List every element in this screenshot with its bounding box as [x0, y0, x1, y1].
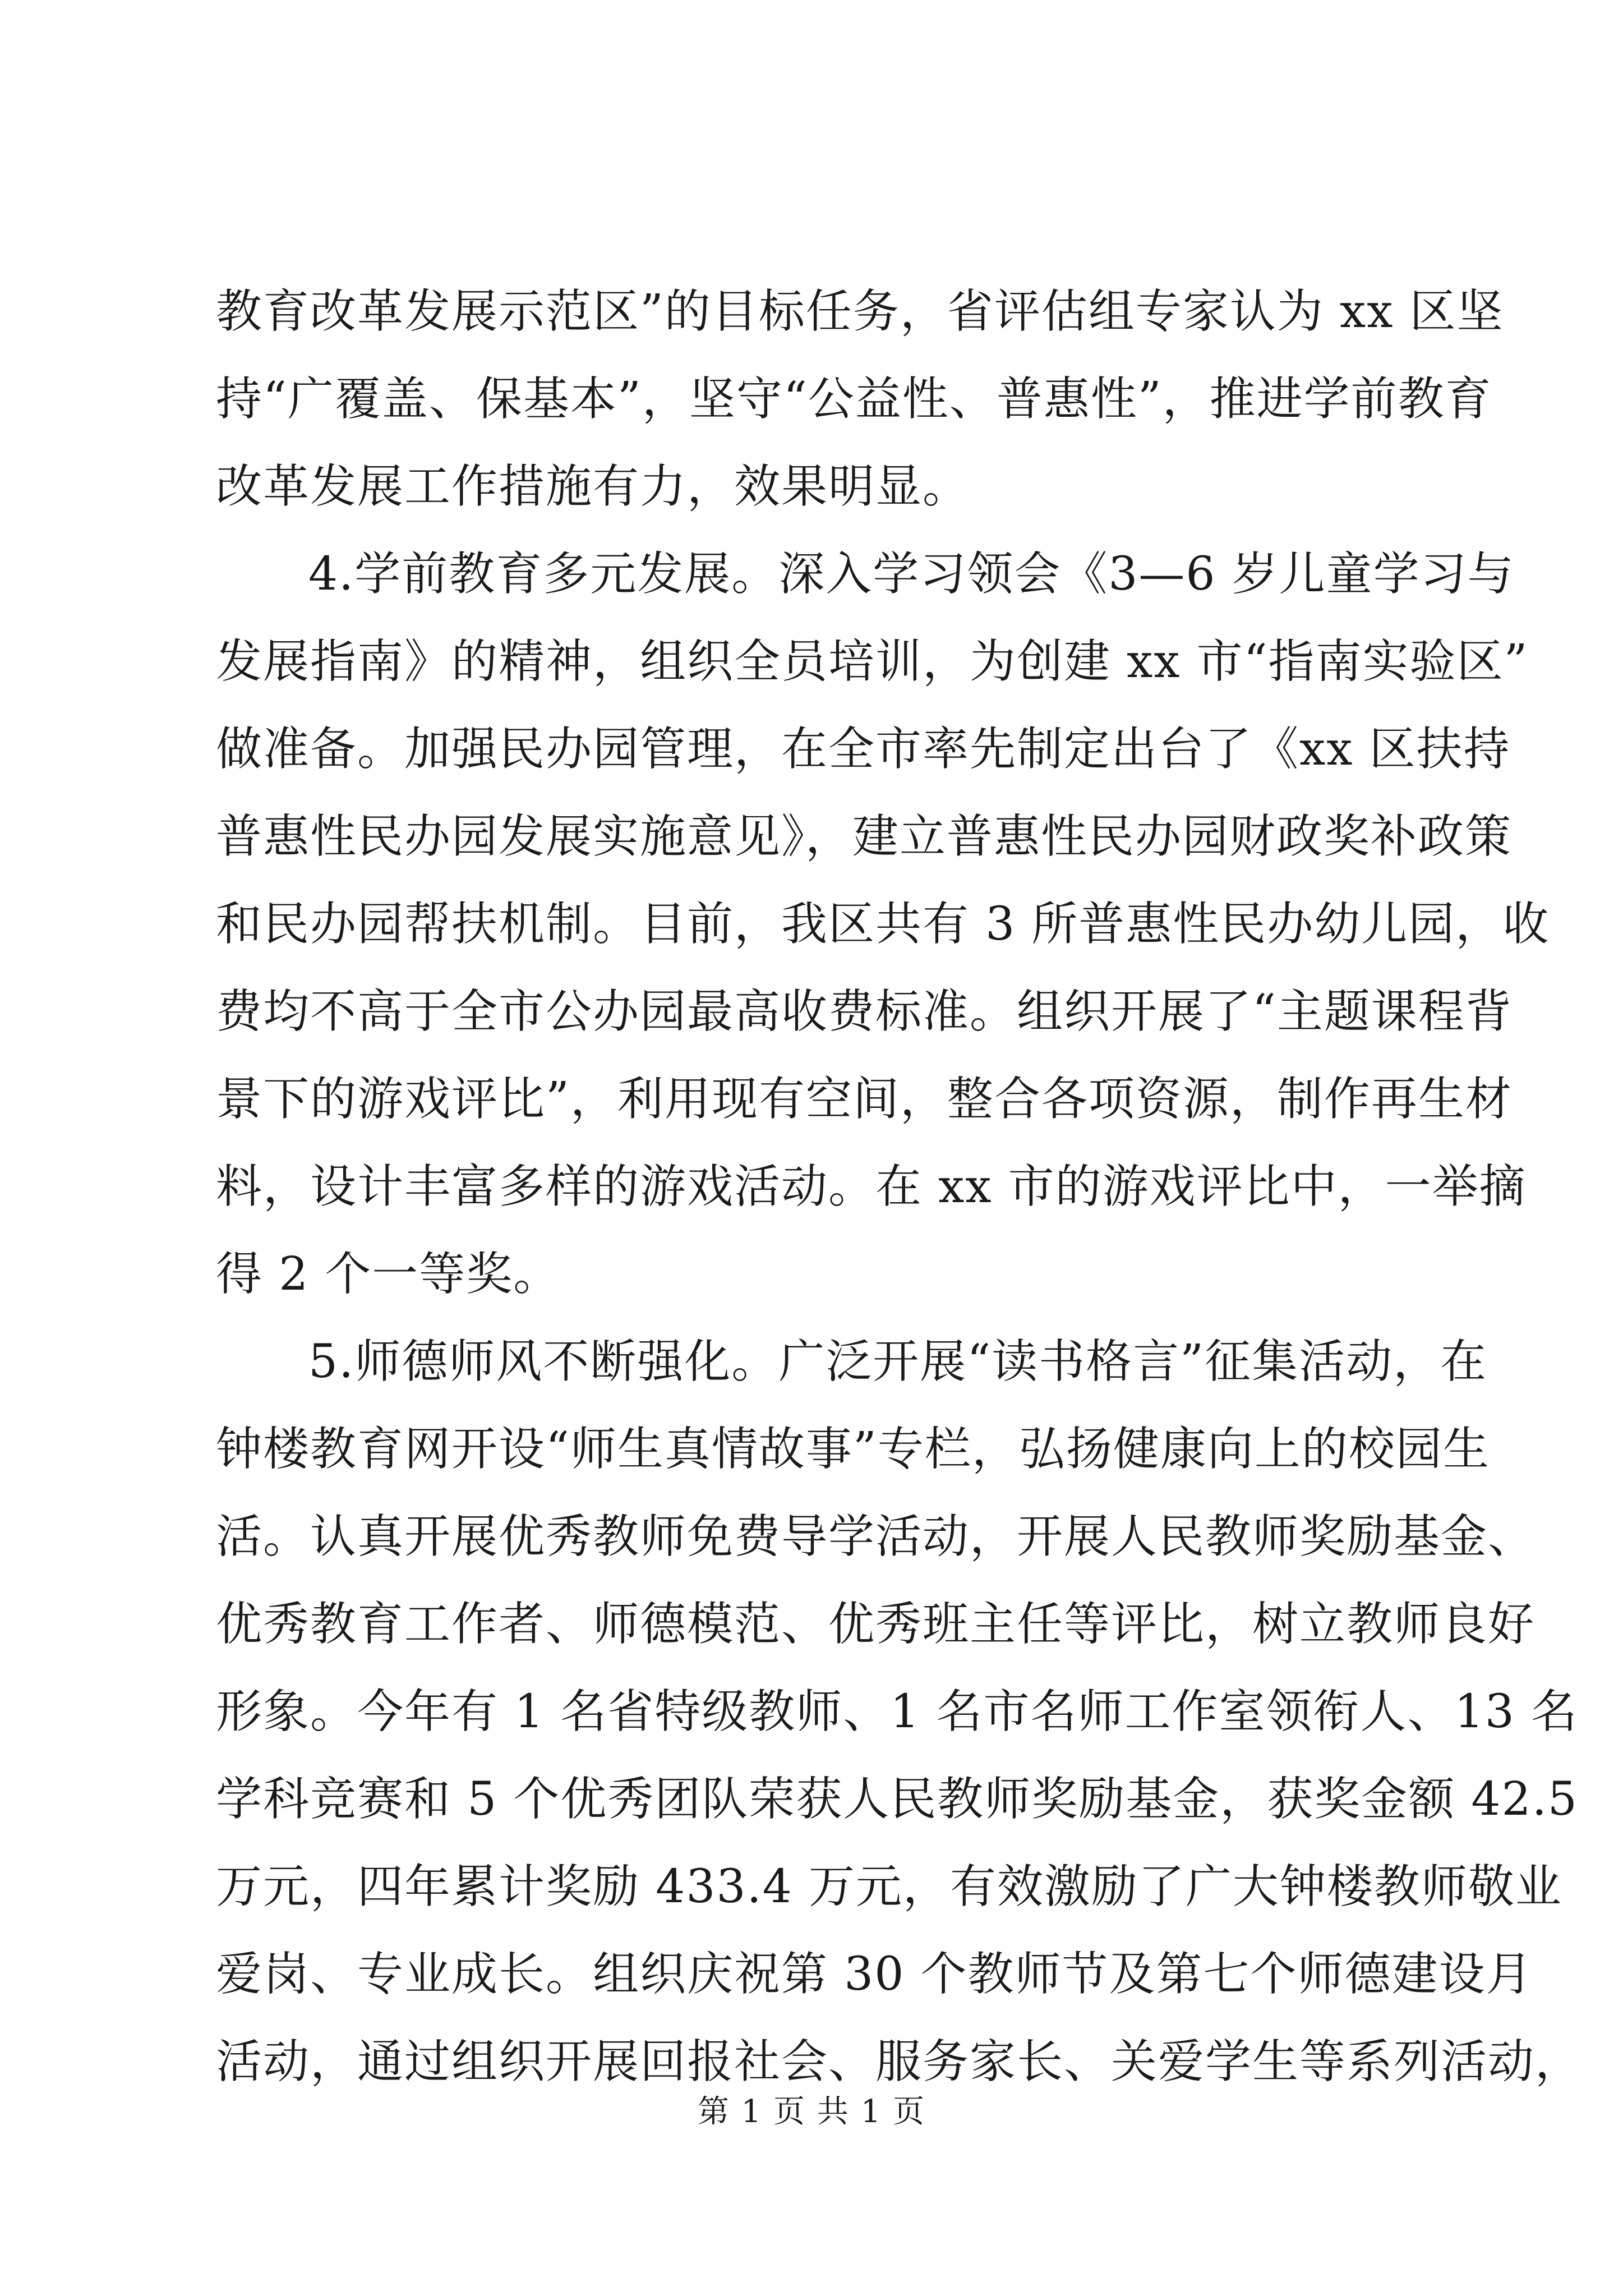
- document-body: [216, 268, 1583, 2106]
- text-line: 万元，四年累计奖励 433.4 万元，有效激励了广大钟楼教师敬业: [216, 1860, 1562, 1913]
- text-line: 爱岗、专业成长。组织庆祝第 30 个教师节及第七个师德建设月: [216, 1948, 1533, 2001]
- text-line: 钟楼教育网开设“师生真情故事”专栏，弘扬健康向上的校园生: [216, 1423, 1490, 1476]
- text-line: 活。认真开展优秀教师免费导学活动，开展人民教师奖励基金、: [216, 1510, 1536, 1563]
- text-line: 和民办园帮扶机制。目前，我区共有 3 所普惠性民办幼儿园，收: [216, 898, 1550, 951]
- text-line: 优秀教育工作者、师德模范、优秀班主任等评比，树立教师良好: [216, 1598, 1536, 1651]
- text-line: 景下的游戏评比”，利用现有空间，整合各项资源，制作再生材: [216, 1073, 1513, 1126]
- text-line: 持“广覆盖、保基本”，坚守“公益性、普惠性”，推进学前教育: [216, 372, 1492, 426]
- text-line: 4.学前教育多元发展。深入学习领会《3—6 岁儿童学习与: [308, 547, 1515, 601]
- text-line: 费均不高于全市公办园最高收费标准。组织开展了“主题课程背: [216, 985, 1513, 1038]
- text-line: 发展指南》的精神，组织全员培训，为创建 xx 市“指南实验区”: [216, 635, 1529, 688]
- text-line: 5.师德师风不断强化。广泛开展“读书格言”征集活动，在: [308, 1335, 1488, 1388]
- text-line: 形象。今年有 1 名省特级教师、1 名市名师工作室领衔人、13 名: [216, 1685, 1578, 1738]
- text-line: 学科竞赛和 5 个优秀团队荣获人民教师奖励基金，获奖金额 42.5: [216, 1773, 1578, 1826]
- text-line: 做准备。加强民办园管理，在全市率先制定出台了《xx 区扶持: [216, 723, 1511, 776]
- text-line: 普惠性民办园发展实施意见》，建立普惠性民办园财政奖补政策: [216, 810, 1513, 863]
- text-line: 活动，通过组织开展回报社会、服务家长、关爱学生等系列活动，: [216, 2035, 1583, 2088]
- text-line: 得 2 个一等奖。: [216, 1248, 561, 1301]
- text-line: 改革发展工作措施有力，效果明显。: [216, 460, 970, 513]
- text-line: 料，设计丰富多样的游戏活动。在 xx 市的游戏评比中，一举摘: [216, 1160, 1527, 1213]
- page-footer: 第 1 页 共 1 页: [697, 2093, 926, 2130]
- text-line: 教育改革发展示范区”的目标任务，省评估组专家认为 xx 区坚: [216, 285, 1504, 338]
